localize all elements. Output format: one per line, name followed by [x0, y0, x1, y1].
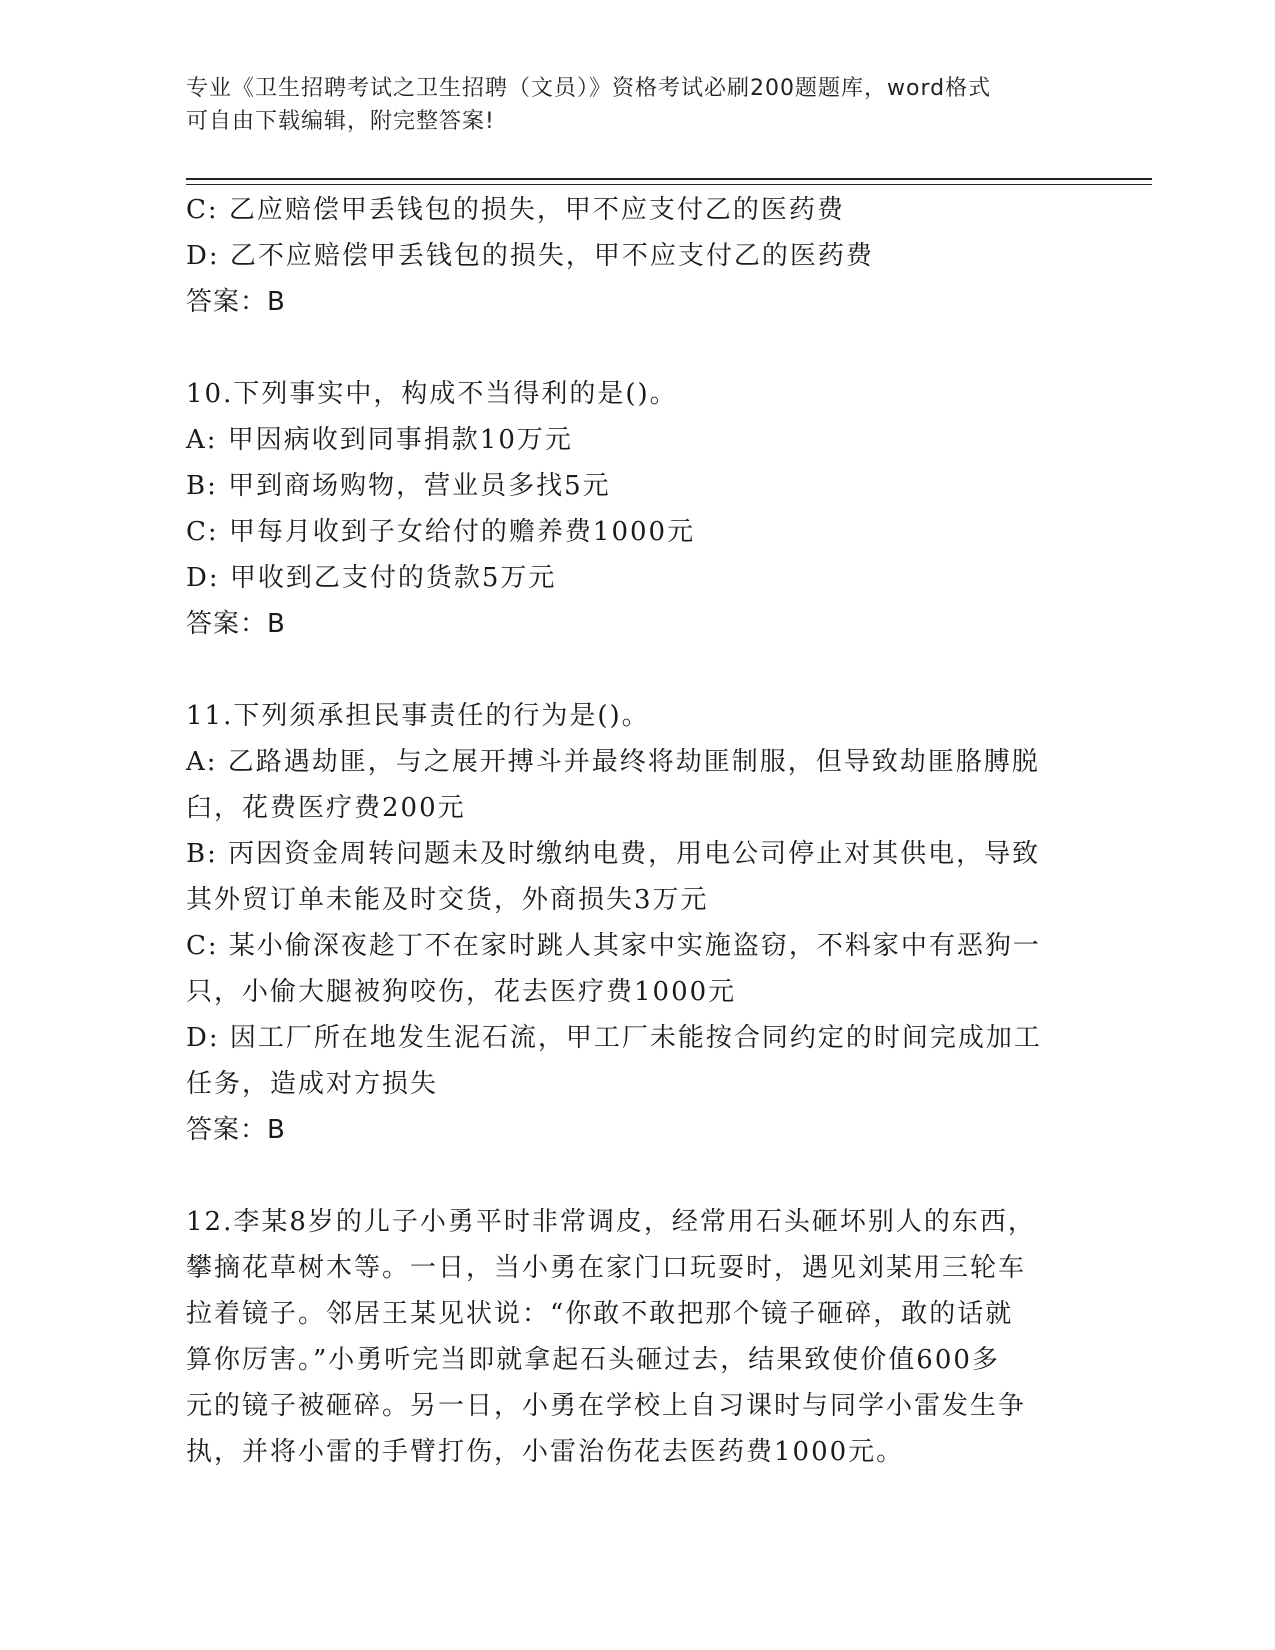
q10-option-a: A: 甲因病收到同事捐款10万元 [186, 425, 573, 455]
q12-stem-line: 拉着镜子。邻居王某见状说：“你敢不敢把那个镜子砸碎，敢的话就 [186, 1299, 1014, 1329]
q11-stem: 11.下列须承担民事责任的行为是()。 [186, 701, 650, 731]
q11-option-d-line-2: 任务，造成对方损失 [186, 1069, 439, 1099]
q11-option-c-line-1: C: 某小偷深夜趁丁不在家时跳人其家中实施盗窃，不料家中有恶狗一 [186, 931, 1041, 961]
q11-option-b-line-2: 其外贸订单未能及时交货，外商损失3万元 [186, 885, 709, 915]
q11-option-a-line-2: 臼，花费医疗费200元 [186, 793, 466, 823]
prev-option-d: D: 乙不应赔偿甲丢钱包的损失，甲不应支付乙的医药费 [186, 241, 874, 271]
q10-option-d: D: 甲收到乙支付的货款5万元 [186, 563, 557, 593]
q10-option-b: B: 甲到商场购物，营业员多找5元 [186, 471, 611, 501]
q12-stem-line: 攀摘花草树木等。一日，当小勇在家门口玩耍时，遇见刘某用三轮车 [186, 1253, 1027, 1283]
spacer [186, 325, 1086, 371]
q10-answer: 答案：B [186, 609, 286, 639]
header-divider-thin [186, 184, 1152, 185]
q12-stem-line: 12.李某8岁的儿子小勇平时非常调皮，经常用石头砸坏别人的东西， [186, 1207, 1036, 1237]
q12-stem-line: 算你厉害。”小勇听完当即就拿起石头砸过去，结果致使价值600多 [186, 1345, 1000, 1375]
q10-stem: 10.下列事实中，构成不当得利的是()。 [186, 379, 678, 409]
question-10-block [186, 371, 1086, 647]
spacer [186, 1153, 1086, 1199]
question-11-block [186, 693, 1086, 1153]
q11-option-a-line-1: A: 乙路遇劫匪，与之展开搏斗并最终将劫匪制服，但导致劫匪胳膊脱 [186, 747, 1040, 777]
q12-stem-line: 元的镜子被砸碎。另一日，小勇在学校上自习课时与同学小雷发生争 [186, 1391, 1027, 1421]
q11-option-d-line-1: D: 因工厂所在地发生泥石流，甲工厂未能按合同约定的时间完成加工 [186, 1023, 1042, 1053]
header-title-line-2: 可自由下载编辑，附完整答案! [186, 109, 495, 134]
spacer [186, 647, 1086, 693]
header-title-line-1: 专业《卫生招聘考试之卫生招聘（文员）》资格考试必刷200题题库，word格式 [186, 76, 992, 101]
q11-option-b-line-1: B: 丙因资金周转问题未及时缴纳电费，用电公司停止对其供电，导致 [186, 839, 1041, 869]
page-header [186, 72, 1086, 138]
q11-answer: 答案：B [186, 1115, 286, 1145]
question-content [186, 187, 1086, 1475]
question-12-block [186, 1199, 1086, 1475]
q10-option-c: C: 甲每月收到子女给付的赡养费1000元 [186, 517, 696, 547]
header-divider-thick [186, 178, 1152, 180]
q11-option-c-line-2: 只，小偷大腿被狗咬伤，花去医疗费1000元 [186, 977, 737, 1007]
prev-option-c: C: 乙应赔偿甲丢钱包的损失，甲不应支付乙的医药费 [186, 195, 845, 225]
prev-answer: 答案：B [186, 287, 286, 317]
q12-stem-line: 执，并将小雷的手臂打伤，小雷治伤花去医药费1000元。 [186, 1437, 905, 1467]
prev-question-block [186, 187, 1086, 325]
